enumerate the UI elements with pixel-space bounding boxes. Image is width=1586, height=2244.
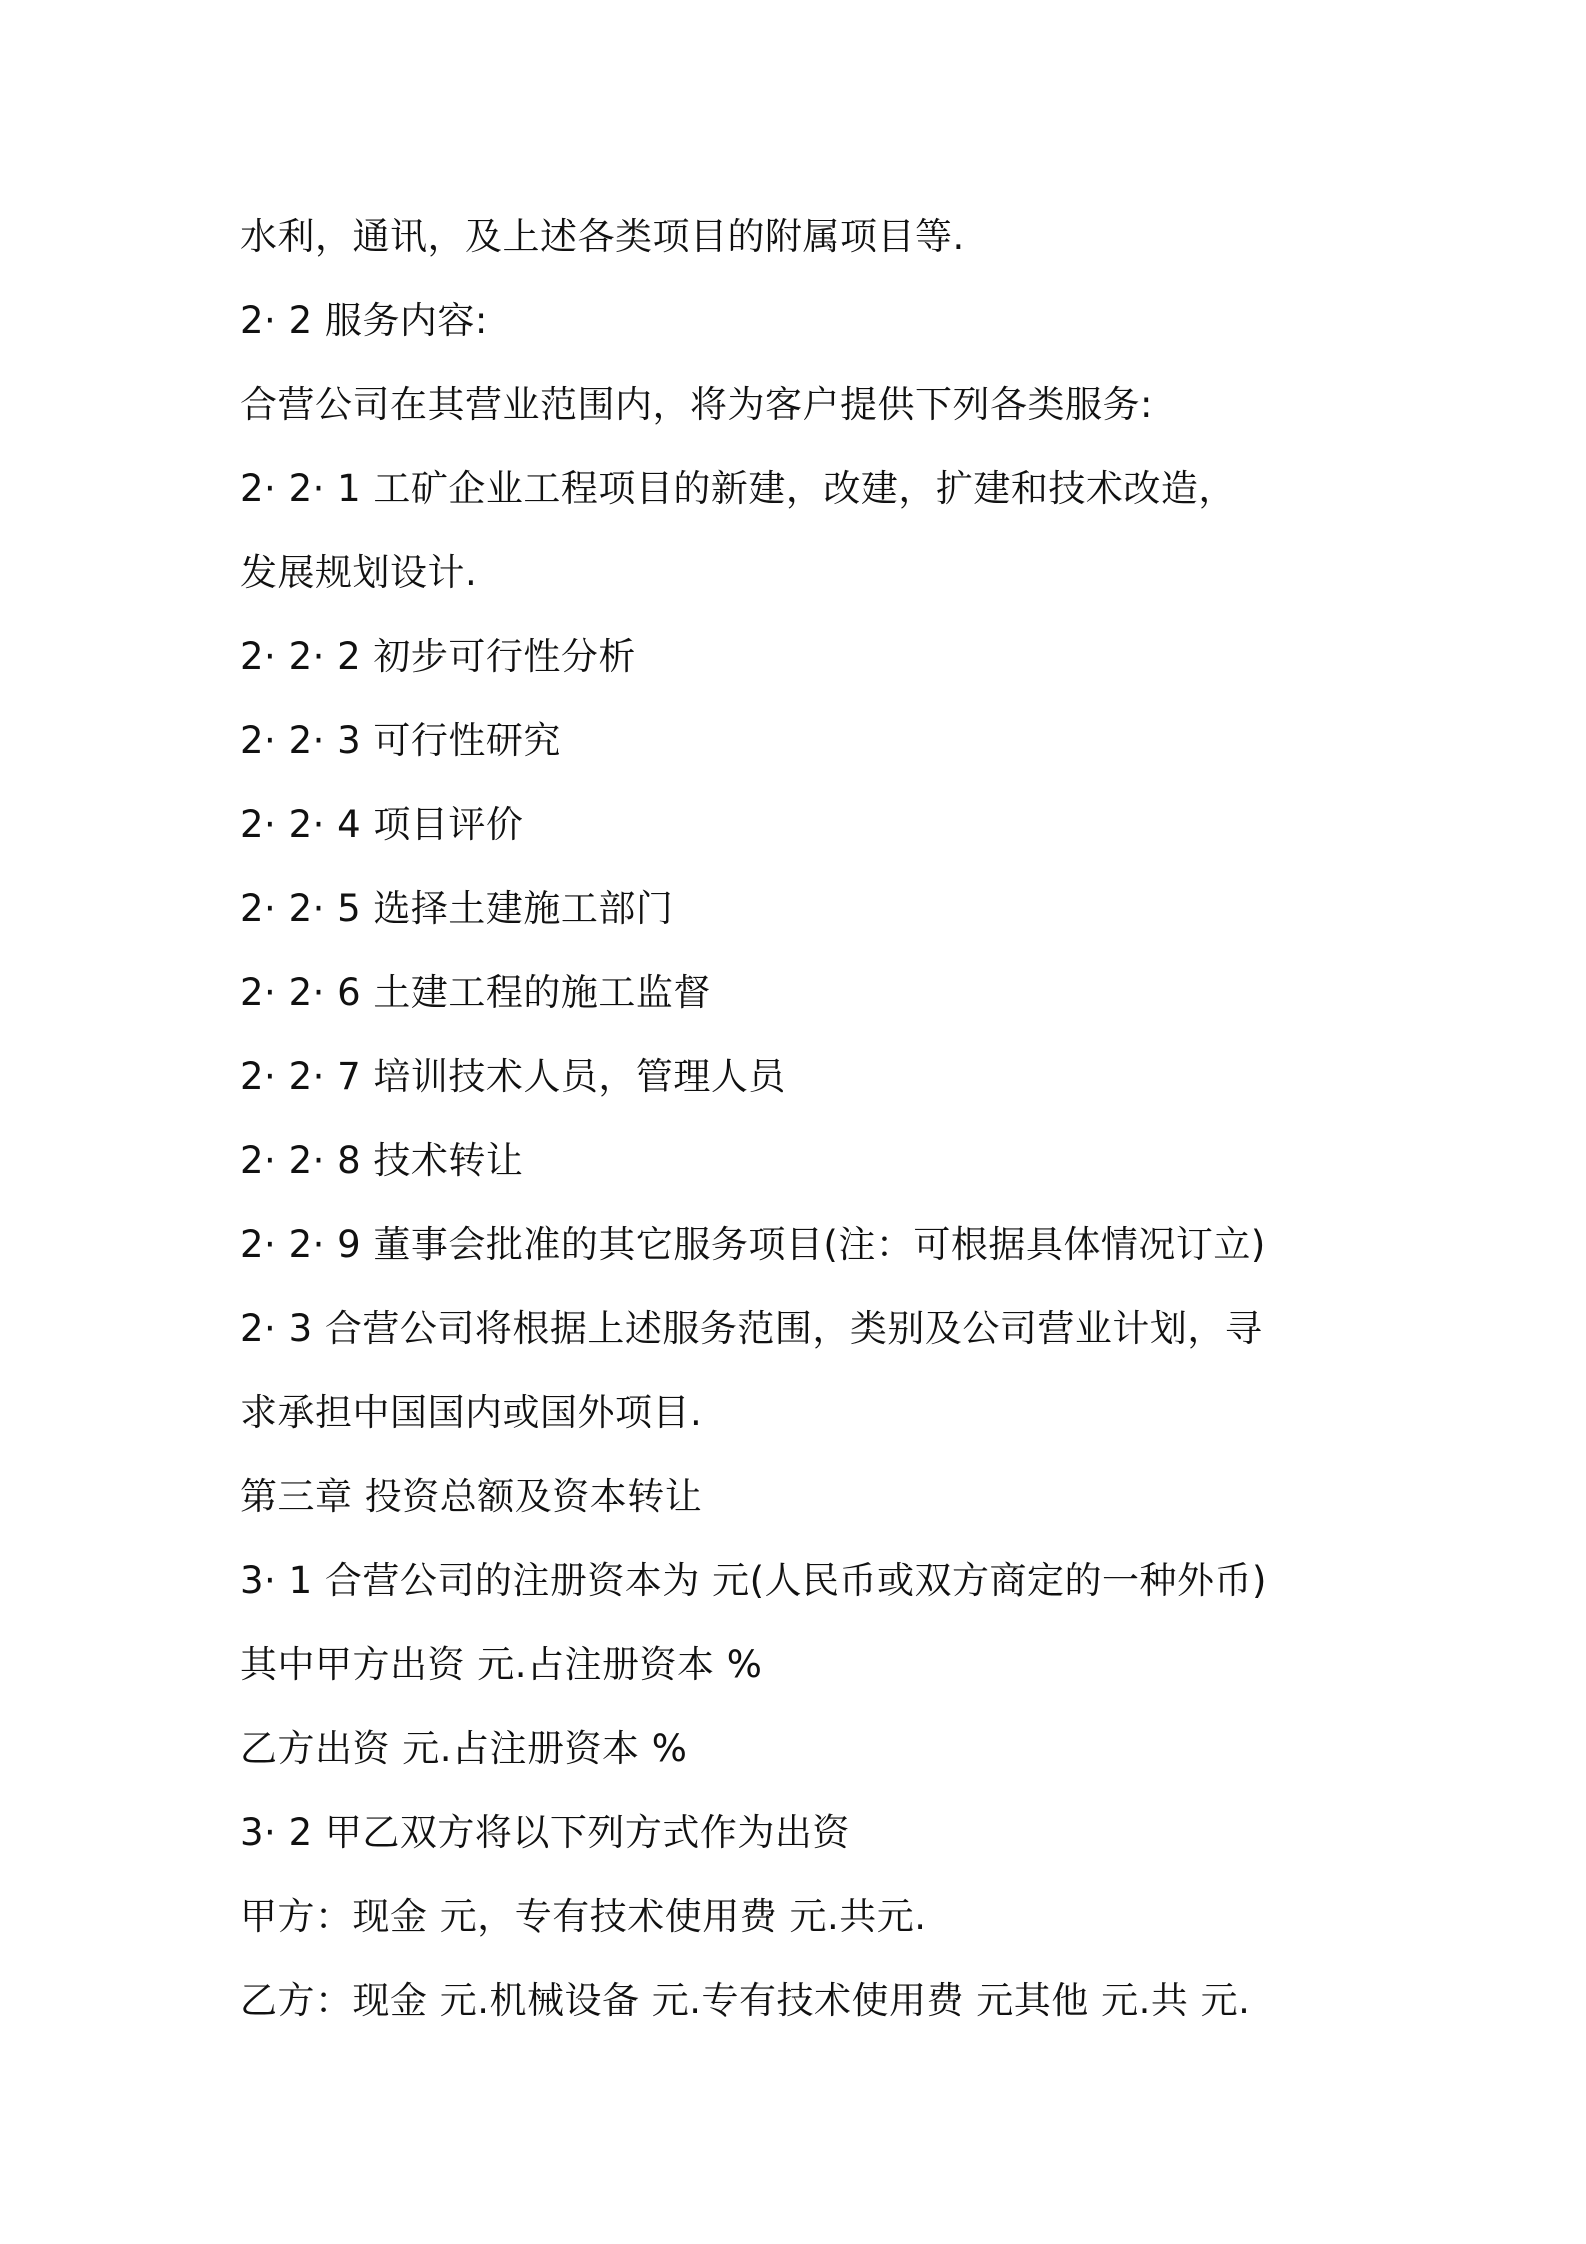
- list-item: 2· 2· 3 可行性研究: [240, 719, 561, 762]
- text-line: 合营公司在其营业范围内，将为客户提供下列各类服务:: [240, 383, 1153, 426]
- section-item: 3· 2 甲乙双方将以下列方式作为出资: [240, 1811, 850, 1854]
- text-line: 其中甲方出资 元.占注册资本 %: [240, 1643, 763, 1686]
- text-line: 甲方：现金 元，专有技术使用费 元.共元.: [240, 1895, 927, 1938]
- document-body: [240, 195, 1420, 2043]
- list-item: 2· 2· 9 董事会批准的其它服务项目(注：可根据具体情况订立): [240, 1223, 1266, 1266]
- text-line: 发展规划设计.: [240, 551, 478, 594]
- list-item: 2· 2· 5 选择土建施工部门: [240, 887, 674, 930]
- list-item: 2· 2· 7 培训技术人员，管理人员: [240, 1055, 786, 1098]
- text-line: 乙方：现金 元.机械设备 元.专有技术使用费 元其他 元.共 元.: [240, 1979, 1251, 2022]
- list-item: 2· 2· 8 技术转让: [240, 1139, 524, 1182]
- list-item: 2· 2· 4 项目评价: [240, 803, 524, 846]
- text-line: 乙方出资 元.占注册资本 %: [240, 1727, 688, 1770]
- section-heading: 2· 2 服务内容:: [240, 299, 488, 342]
- section-item: 2· 3 合营公司将根据上述服务范围，类别及公司营业计划，寻: [240, 1307, 1263, 1350]
- section-item: 3· 1 合营公司的注册资本为 元(人民币或双方商定的一种外币): [240, 1559, 1267, 1602]
- text-line: 求承担中国国内或国外项目.: [240, 1391, 703, 1434]
- list-item: 2· 2· 1 工矿企业工程项目的新建，改建，扩建和技术改造，: [240, 467, 1236, 510]
- list-item: 2· 2· 6 土建工程的施工监督: [240, 971, 711, 1014]
- text-line: 水利，通讯，及上述各类项目的附属项目等.: [240, 215, 965, 258]
- chapter-heading: 第三章 投资总额及资本转让: [240, 1475, 703, 1518]
- list-item: 2· 2· 2 初步可行性分析: [240, 635, 636, 678]
